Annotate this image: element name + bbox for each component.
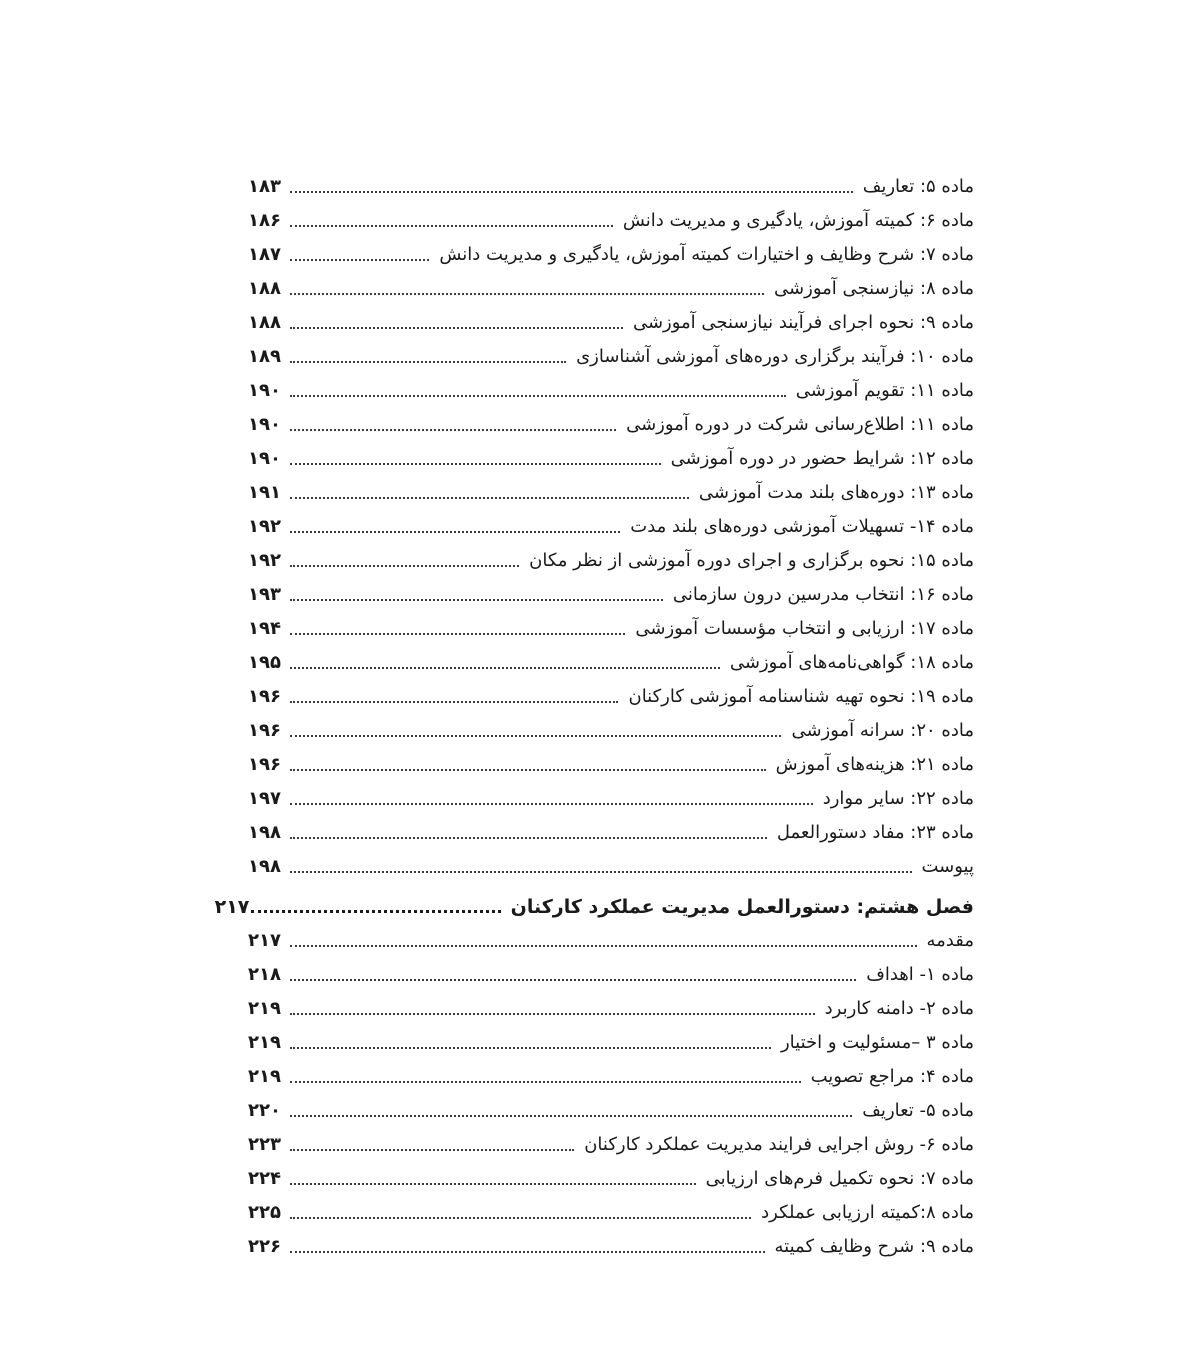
dot-leader <box>290 191 853 193</box>
toc-entry <box>248 1158 974 1192</box>
dot-leader <box>290 701 618 703</box>
toc-entry-title: ماده ۶- روش اجرایی فرایند مدیریت عملکرد کارکنان <box>584 1134 974 1155</box>
dot-leader <box>251 910 501 913</box>
toc-entry-page: ۱۹۰ <box>248 448 281 469</box>
toc-entry-title: ماده ۹: شرح وظایف کمیته <box>774 1236 974 1257</box>
toc-entry <box>248 846 974 880</box>
toc-entry-title: ماده ۱۶: انتخاب مدرسین درون سازمانی <box>672 584 974 605</box>
toc-entry <box>248 778 974 812</box>
dot-leader <box>290 1047 771 1049</box>
toc-entry <box>248 540 974 574</box>
toc-entry-title: ماده ۱۱: تقویم آموزشی <box>795 380 974 401</box>
toc-entry <box>248 1192 974 1226</box>
dot-leader <box>290 395 786 397</box>
toc-entry-title: ماده ۴: مراجع تصویب <box>810 1066 974 1087</box>
toc-entry <box>248 676 974 710</box>
toc-chapter-heading <box>214 882 974 920</box>
toc-entry-title: ماده ۱۷: ارزیابی و انتخاب مؤسسات آموزشی <box>635 618 974 639</box>
toc-entry-title: ماده ۷: شرح وظایف و اختیارات کمیته آموزش، یادگیری و مدیریت دانش <box>439 244 974 265</box>
toc-entry-title: ماده ۸:کمیته ارزیابی عملکرد <box>761 1202 974 1223</box>
dot-leader <box>290 667 720 669</box>
toc-entry-page: ۱۹۶ <box>248 720 281 741</box>
toc-entry <box>248 200 974 234</box>
toc-entry-title: پیوست <box>921 856 974 877</box>
toc-entry-page: ۲۲۶ <box>248 1236 281 1257</box>
toc-entry-page: ۱۸۶ <box>248 210 281 231</box>
dot-leader <box>290 361 566 363</box>
dot-leader <box>290 293 764 295</box>
toc-entry <box>248 472 974 506</box>
toc-entry-title: ماده ۵- تعاریف <box>862 1100 974 1121</box>
toc-entry <box>248 1056 974 1090</box>
toc-entry-title: ماده ۲۱: هزینه‌های آموزش <box>775 754 974 775</box>
toc-entry-title: ماده ۹: نحوه اجرای فرآیند نیازسنجی آموزشی <box>632 312 974 333</box>
toc-entry-page: ۲۱۷ <box>248 930 281 951</box>
toc-entry-page: ۱۸۳ <box>248 176 281 197</box>
toc-entry <box>248 302 974 336</box>
toc-entry-title: ماده ۲۰: سرانه آموزشی <box>791 720 974 741</box>
toc-entry-page: ۱۹۸ <box>248 856 281 877</box>
dot-leader <box>290 945 917 947</box>
toc-entry-page: ۱۹۲ <box>248 550 281 571</box>
toc-entry-title: ماده ۱۸: گواهی‌نامه‌های آموزشی <box>729 652 974 673</box>
toc-entry-title: ماده ۶: کمیته آموزش، یادگیری و مدیریت دانش <box>622 210 974 231</box>
dot-leader <box>290 259 429 261</box>
toc-entry-page: ۲۱۹ <box>248 1032 281 1053</box>
dot-leader <box>290 1115 852 1117</box>
toc-entry-page: ۱۹۶ <box>248 754 281 775</box>
toc-entry <box>248 744 974 778</box>
dot-leader <box>290 633 625 635</box>
toc-entry <box>248 438 974 472</box>
toc-entry-title: ماده ۷: نحوه تکمیل فرم‌های ارزیابی <box>705 1168 974 1189</box>
toc-entry <box>248 336 974 370</box>
dot-leader <box>290 429 616 431</box>
toc-entry <box>248 954 974 988</box>
chapter-title: فصل هشتم: دستورالعمل مدیریت عملکرد کارکنان <box>510 896 974 918</box>
toc-entry-page: ۲۲۴ <box>248 1168 281 1189</box>
toc-entry-title: ماده ۱۲: شرایط حضور در دوره آموزشی <box>670 448 974 469</box>
toc-entry-title: ماده ۱۳: دوره‌های بلند مدت آموزشی <box>698 482 974 503</box>
dot-leader <box>290 225 613 227</box>
toc-entry <box>248 1226 974 1260</box>
toc-entry-title: ماده ۲- دامنه کاربرد <box>824 998 974 1019</box>
toc-entry <box>248 988 974 1022</box>
toc-entry-page: ۱۹۵ <box>248 652 281 673</box>
toc-entry-title: ماده ۱- اهداف <box>866 964 974 985</box>
toc-entry-page: ۱۹۳ <box>248 584 281 605</box>
toc-entry-title: ماده ۱۱: اطلاع‌رسانی شرکت در دوره آموزشی <box>626 414 974 435</box>
toc-entry-title: ماده ۱۵: نحوه برگزاری و اجرای دوره آموزشی از نظر مکان <box>529 550 974 571</box>
toc-entry-page: ۱۹۲ <box>248 516 281 537</box>
toc-entry <box>248 608 974 642</box>
toc-entry-title: ماده ۱۹: نحوه تهیه شناسنامه آموزشی کارکنان <box>628 686 974 707</box>
toc-entry-page: ۲۱۹ <box>248 1066 281 1087</box>
dot-leader <box>290 979 856 981</box>
dot-leader <box>290 1183 696 1185</box>
dot-leader <box>290 871 912 873</box>
toc-entry-title: ماده ۵: تعاریف <box>862 176 974 197</box>
toc-entry-title: ماده ۱۴- تسهیلات آموزشی دوره‌های بلند مدت <box>630 516 974 537</box>
dot-leader <box>290 735 781 737</box>
dot-leader <box>290 327 623 329</box>
toc-entry-page: ۲۱۹ <box>248 998 281 1019</box>
toc-entry-page: ۲۲۵ <box>248 1202 281 1223</box>
toc-entry-title: ماده ۳ –مسئولیت و اختیار <box>780 1032 974 1053</box>
toc-entry-page: ۱۹۸ <box>248 822 281 843</box>
toc-entry-title: ماده ۸: نیازسنجی آموزشی <box>774 278 974 299</box>
toc-entry <box>248 812 974 846</box>
dot-leader <box>290 497 689 499</box>
toc-entry <box>248 370 974 404</box>
toc-entry <box>248 1124 974 1158</box>
dot-leader <box>290 463 661 465</box>
toc-entry-page: ۱۸۷ <box>248 244 281 265</box>
toc-entry-page: ۱۹۶ <box>248 686 281 707</box>
toc-entry-page: ۱۹۷ <box>248 788 281 809</box>
toc-entry-page: ۱۸۸ <box>248 278 281 299</box>
toc-entry <box>248 710 974 744</box>
toc-entry-title: مقدمه <box>926 930 974 951</box>
toc-entry-page: ۱۹۰ <box>248 414 281 435</box>
dot-leader <box>290 1217 751 1219</box>
dot-leader <box>290 1013 815 1015</box>
toc-entry <box>248 166 974 200</box>
toc-entry <box>248 920 974 954</box>
chapter-page: ۲۱۷ <box>214 896 250 918</box>
toc-entry <box>248 574 974 608</box>
toc-entry-title: ماده ۲۳: مفاد دستورالعمل <box>776 822 974 843</box>
toc-entry <box>248 1022 974 1056</box>
toc-entry <box>248 642 974 676</box>
toc-entry-page: ۲۲۰ <box>248 1100 281 1121</box>
table-of-contents <box>214 166 974 1260</box>
toc-entry-page: ۲۱۸ <box>248 964 281 985</box>
toc-entry <box>248 506 974 540</box>
toc-entry-title: ماده ۲۲: سایر موارد <box>822 788 974 809</box>
toc-entry-page: ۲۲۳ <box>248 1134 281 1155</box>
dot-leader <box>290 1149 574 1151</box>
dot-leader <box>290 565 519 567</box>
dot-leader <box>290 1081 801 1083</box>
toc-entry-page: ۱۸۹ <box>248 346 281 367</box>
toc-entry <box>248 234 974 268</box>
dot-leader <box>290 531 620 533</box>
toc-entry-page: ۱۹۰ <box>248 380 281 401</box>
toc-entry <box>248 268 974 302</box>
dot-leader <box>290 837 767 839</box>
dot-leader <box>290 599 663 601</box>
toc-entry <box>248 404 974 438</box>
toc-entry-page: ۱۸۸ <box>248 312 281 333</box>
dot-leader <box>290 769 766 771</box>
dot-leader <box>290 803 813 805</box>
toc-entry <box>248 1090 974 1124</box>
toc-entry-page: ۱۹۱ <box>248 482 281 503</box>
dot-leader <box>290 1251 765 1253</box>
toc-entry-title: ماده ۱۰: فرآیند برگزاری دوره‌های آموزشی آشناسازی <box>576 346 974 367</box>
toc-entry-page: ۱۹۴ <box>248 618 281 639</box>
